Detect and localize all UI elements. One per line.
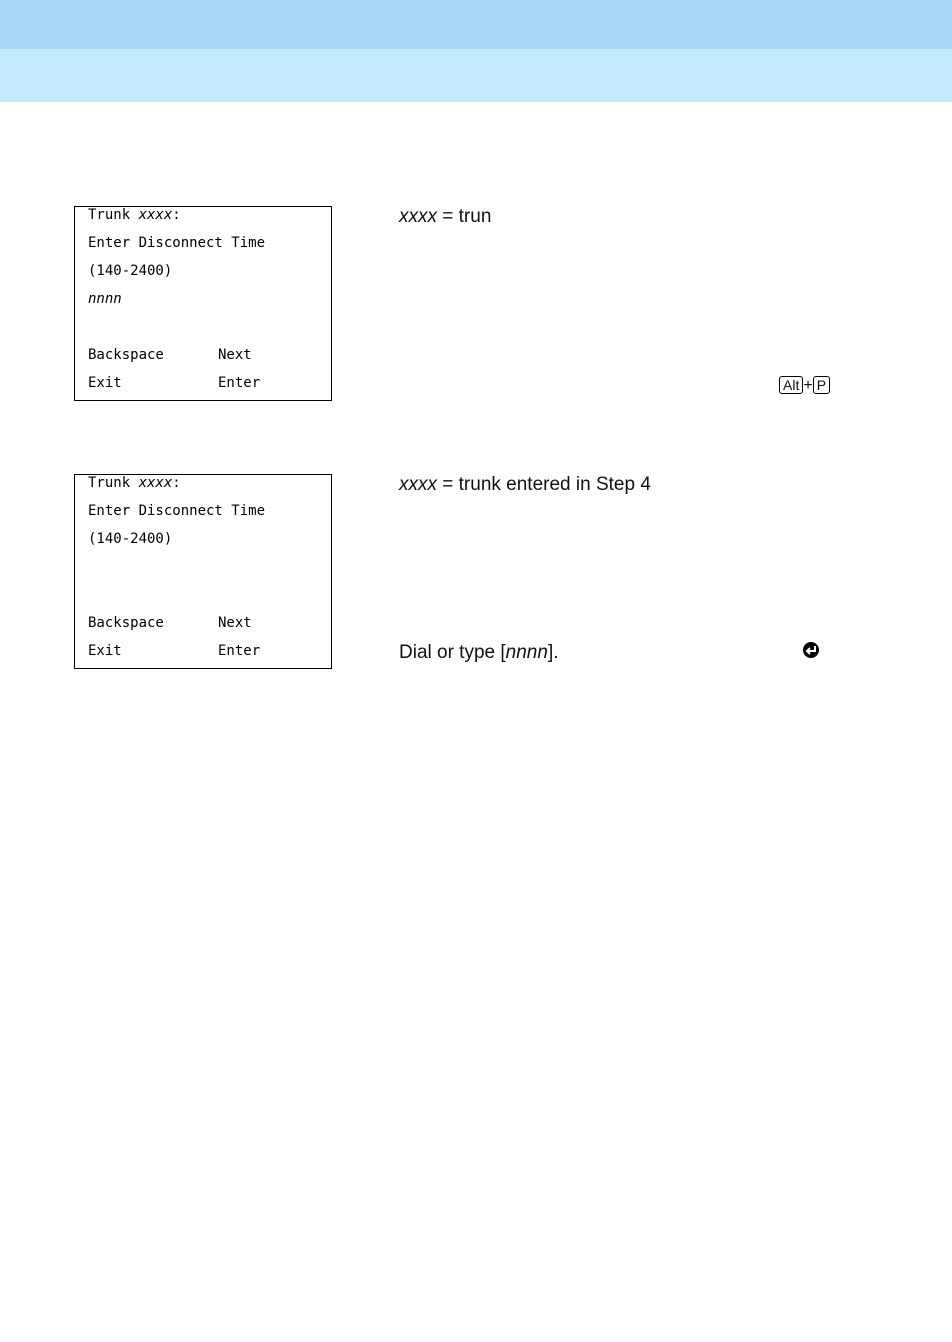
softkey-exit[interactable]: Exit bbox=[88, 375, 122, 391]
screen-title: Trunk xxxx: bbox=[88, 475, 181, 491]
softkey-next[interactable]: Next bbox=[218, 347, 252, 363]
softkey-exit[interactable]: Exit bbox=[88, 643, 122, 659]
p-key: P bbox=[813, 376, 830, 394]
softkey-backspace[interactable]: Backspace bbox=[88, 347, 164, 363]
screen-prompt: Enter Disconnect Time bbox=[88, 503, 266, 519]
softkey-next[interactable]: Next bbox=[218, 615, 252, 631]
alt-key: Alt bbox=[779, 376, 803, 394]
screen-title: Trunk xxxx: bbox=[88, 207, 181, 223]
softkey-backspace[interactable]: Backspace bbox=[88, 615, 164, 631]
console-screen-2 bbox=[74, 474, 332, 669]
screen-current-value: nnnn bbox=[88, 291, 122, 307]
console-screen-1 bbox=[74, 206, 332, 401]
header-band-bottom bbox=[0, 49, 952, 102]
note-trunk-1: xxxx = trun bbox=[399, 206, 492, 227]
return-arrow-icon bbox=[802, 641, 820, 659]
note-trunk-2: xxxx = trunk entered in Step 4 bbox=[399, 474, 651, 495]
softkey-enter[interactable]: Enter bbox=[218, 643, 261, 659]
note-dial-instruction: Dial or type [nnnn]. bbox=[399, 642, 559, 663]
screen-range: (140-2400) bbox=[88, 531, 173, 547]
screen-prompt: Enter Disconnect Time bbox=[88, 235, 266, 251]
header-band-top bbox=[0, 0, 952, 49]
softkey-enter[interactable]: Enter bbox=[218, 375, 261, 391]
screen-range: (140-2400) bbox=[88, 263, 173, 279]
key-combo-alt-p: Alt + P bbox=[779, 376, 830, 395]
